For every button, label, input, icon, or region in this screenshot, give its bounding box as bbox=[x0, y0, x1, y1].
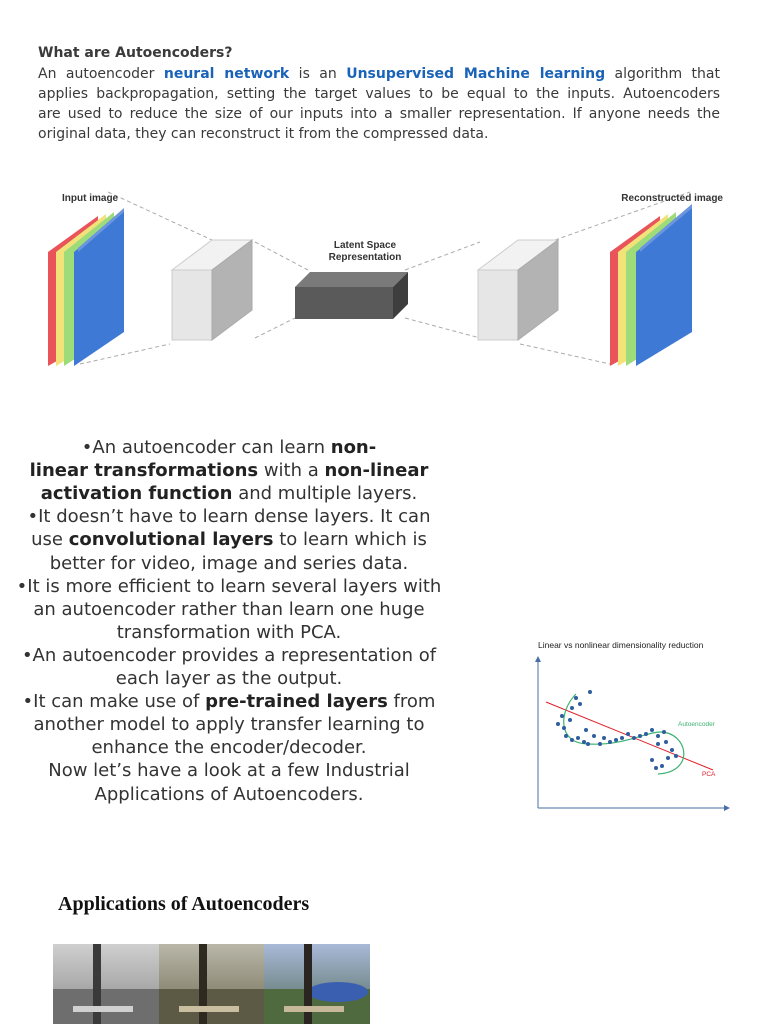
image-panel-noisy bbox=[159, 944, 264, 1024]
data-point bbox=[644, 732, 648, 736]
bullet-text: another model to apply transfer learning to bbox=[33, 714, 425, 736]
intro-line-1 bbox=[38, 65, 720, 84]
data-point bbox=[650, 728, 654, 732]
data-point bbox=[556, 722, 560, 726]
intro-text: An autoencoder bbox=[38, 66, 164, 82]
bullet-text: from bbox=[387, 691, 436, 713]
y-axis-arrow-icon bbox=[535, 656, 541, 662]
denoising-example-image bbox=[53, 944, 370, 1024]
bullet-text: •It doesn’t have to learn dense layers. It can bbox=[27, 506, 431, 528]
bold-term: non- bbox=[330, 437, 377, 458]
data-point bbox=[620, 736, 624, 740]
data-point bbox=[656, 742, 660, 746]
image-panel-reconstructed bbox=[264, 944, 370, 1024]
bullet-line bbox=[14, 598, 444, 621]
bullet-line bbox=[14, 436, 444, 459]
bullet-line bbox=[14, 459, 444, 482]
data-point bbox=[576, 736, 580, 740]
data-point bbox=[666, 756, 670, 760]
intro-text: algorithm that bbox=[605, 66, 720, 82]
bullet-line bbox=[14, 552, 444, 575]
data-point bbox=[656, 734, 660, 738]
data-points bbox=[556, 690, 678, 770]
bullet-line bbox=[14, 482, 444, 505]
bold-term: convolutional layers bbox=[68, 529, 274, 551]
data-point bbox=[608, 740, 612, 744]
bullet-line bbox=[14, 783, 444, 806]
data-point bbox=[570, 738, 574, 742]
autoencoder-diagram bbox=[40, 182, 740, 374]
data-point bbox=[674, 754, 678, 758]
data-point bbox=[582, 740, 586, 744]
data-point bbox=[570, 706, 574, 710]
pca-label: PCA bbox=[702, 771, 716, 778]
data-point bbox=[654, 766, 658, 770]
data-point bbox=[598, 742, 602, 746]
bullet-line bbox=[14, 575, 444, 598]
bullet-text: an autoencoder rather than learn one huge bbox=[33, 598, 425, 620]
bullet-text: transformation with PCA. bbox=[116, 621, 342, 643]
bullet-text: and multiple layers. bbox=[232, 483, 418, 505]
bullet-text: better for video, image and series data. bbox=[49, 552, 409, 574]
data-point bbox=[632, 736, 636, 740]
bullet-text: to learn which is bbox=[273, 529, 427, 551]
data-point bbox=[626, 732, 630, 736]
data-point bbox=[662, 730, 666, 734]
data-point bbox=[586, 742, 590, 746]
bullet-text: use bbox=[31, 529, 69, 551]
data-point bbox=[568, 718, 572, 722]
bullet-text: •It can make use of bbox=[22, 691, 206, 713]
reconstructed-image-label: Reconstructed image bbox=[621, 193, 723, 204]
figure-title: Linear vs nonlinear dimensionality reduction bbox=[538, 640, 704, 650]
bullet-text: with a bbox=[258, 460, 325, 482]
applications-title: Applications of Autoencoders bbox=[58, 893, 310, 915]
latent-label-line1: Latent Space bbox=[333, 240, 397, 251]
input-image-label: Input image bbox=[62, 193, 119, 204]
unsupervised-learning-link[interactable]: Unsupervised Machine learning bbox=[346, 66, 606, 82]
data-point bbox=[614, 738, 618, 742]
data-point bbox=[578, 702, 582, 706]
bullet-text: •An autoencoder can learn bbox=[81, 437, 331, 458]
latent-label-line2: Representation bbox=[328, 252, 402, 263]
bullet-line bbox=[14, 667, 444, 690]
bullet-text: enhance the encoder/decoder. bbox=[91, 737, 367, 759]
latent-block bbox=[295, 272, 408, 319]
image-panel-grayscale bbox=[53, 944, 159, 1024]
data-point bbox=[560, 714, 564, 718]
bullet-line bbox=[14, 528, 444, 551]
bullet-line bbox=[14, 736, 444, 759]
intro-line-3: are used to reduce the size of our inputs into a smaller representation. If anyone needs the bbox=[38, 106, 720, 122]
bold-term: non-linear bbox=[324, 460, 429, 482]
bullet-text: Now let’s have a look at a few Industrial bbox=[48, 760, 410, 782]
section-heading: What are Autoencoders? bbox=[38, 45, 233, 61]
pca-line bbox=[546, 702, 713, 770]
data-point bbox=[562, 726, 566, 730]
bullet-text: Applications of Autoencoders. bbox=[94, 783, 364, 805]
neural-network-link[interactable]: neural network bbox=[163, 66, 290, 82]
bullet-line bbox=[14, 644, 444, 667]
x-axis-arrow-icon bbox=[724, 805, 730, 811]
bullet-text: •An autoencoder provides a representation of bbox=[21, 644, 437, 666]
bullet-line bbox=[14, 621, 444, 644]
bullet-line bbox=[14, 505, 444, 528]
bold-term: linear transformations bbox=[29, 460, 259, 482]
data-point bbox=[584, 728, 588, 732]
intro-line-2: applies backpropagation, setting the target values to be equal to the inputs. Autoencoders bbox=[38, 86, 720, 102]
autoencoder-label: Autoencoder bbox=[678, 721, 715, 728]
data-point bbox=[592, 734, 596, 738]
data-point bbox=[664, 740, 668, 744]
data-point bbox=[638, 734, 642, 738]
data-point bbox=[650, 758, 654, 762]
intro-text: is an bbox=[289, 66, 347, 82]
data-point bbox=[574, 696, 578, 700]
bullet-line bbox=[14, 759, 444, 782]
data-point bbox=[588, 690, 592, 694]
bullet-text: each layer as the output. bbox=[115, 668, 343, 689]
data-point bbox=[660, 764, 664, 768]
data-point bbox=[602, 736, 606, 740]
data-point bbox=[564, 734, 568, 738]
bold-term: pre-trained layers bbox=[205, 691, 388, 713]
bold-term: activation function bbox=[40, 483, 233, 505]
bullet-line bbox=[14, 690, 444, 713]
bullet-text: •It is more efficient to learn several layers with bbox=[16, 575, 442, 597]
bullet-line bbox=[14, 713, 444, 736]
intro-line-4: original data, they can reconstruct it from the compressed data. bbox=[38, 126, 489, 142]
dimensionality-reduction-figure bbox=[528, 632, 733, 814]
data-point bbox=[670, 748, 674, 752]
